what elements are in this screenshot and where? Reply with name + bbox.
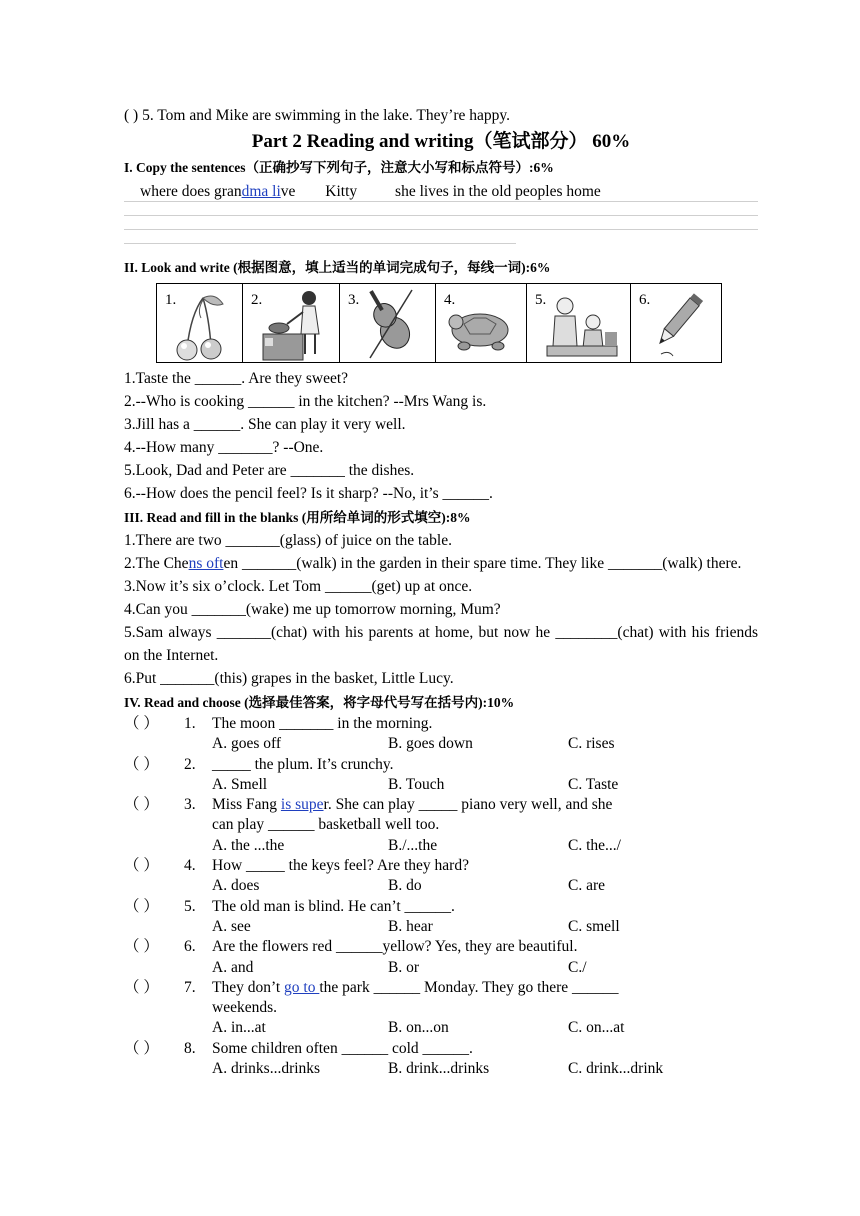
option-a: A. in...at [212,1019,266,1037]
question-text: Are the flowers red ______yellow? Yes, they are beautiful. [212,938,578,956]
copy-text-d: she lives in the old peoples home [395,183,601,200]
picture-cell-3 [340,284,436,363]
option-a: A. the ...the [212,836,285,854]
part-title: Part 2 Reading and writing（笔试部分） 60% [251,131,631,152]
answer-bracket[interactable]: （ ） [124,715,159,732]
turtle-icon [436,284,526,362]
question-number: 6. [184,938,196,956]
question-text [212,795,758,815]
picture-number: 5. [535,292,547,308]
option-b: B. Touch [388,775,445,793]
copy-link[interactable]: dma li [241,183,281,200]
picture-cell-1 [157,284,243,363]
fill-line-4: 4.Can you _______(wake) me up tomorrow morning, Mum? [124,601,501,618]
option-c: C. on...at [568,1019,625,1037]
fill-line-3: 3.Now it’s six o’clock. Let Tom ______(get) up at once. [124,578,473,595]
option-c: C. are [568,877,606,895]
option-c: C. rises [568,735,615,753]
answer-bracket[interactable]: （ ） [124,978,159,996]
question-text-cont: weekends. [212,999,277,1017]
q7-link[interactable]: go to [284,978,320,996]
violin-icon [340,284,435,362]
fill-line-2-link[interactable]: ns oft [188,555,224,572]
look-write-line-5: 5.Look, Dad and Peter are _______ the dishes. [124,462,415,479]
section-1-title: I. Copy the sentences（正确抄写下列句子，注意大小写和标点符号）:6% [124,160,554,175]
section-3-title: III. Read and fill in the blanks (用所给单词的形式填空):8% [124,510,471,525]
option-b: B. hear [388,917,433,935]
option-b: B. drink...drinks [388,1060,490,1078]
look-write-line-4: 4.--How many _______? --One. [124,439,324,456]
answer-bracket[interactable]: （ ） [124,1039,159,1057]
cherries-icon [157,284,242,362]
q7-text-b: the park ______ Monday. They go there ______ [319,978,619,996]
answer-bracket[interactable]: （ ） [124,897,159,915]
option-c: C. smell [568,917,620,935]
answer-bracket[interactable]: （ ） [124,755,159,773]
picture-cell-2 [243,284,340,363]
section-4-title: IV. Read and choose (选择最佳答案，将字母代号写在括号内):10% [124,695,515,710]
dad-and-son-washing-dishes-icon [527,284,630,362]
question-text [212,978,758,998]
copy-text-b: ve [280,183,296,200]
question-number: 8. [184,1039,196,1057]
look-write-line-1: 1.Taste the ______. Are they sweet? [124,370,349,387]
option-a: A. goes off [212,735,282,753]
question-number: 2. [184,755,196,773]
look-write-line-2: 2.--Who is cooking ______ in the kitchen? --Mrs Wang is. [124,393,487,410]
option-c: C. drink...drink [568,1060,664,1078]
question-number: 4. [184,857,196,875]
question-text: _____ the plum. It’s crunchy. [212,755,394,773]
question-text: How _____ the keys feel? Are they hard? [212,857,469,875]
question-number: 5. [184,897,196,915]
section-2-title: II. Look and write (根据图意，填上适当的单词完成句子，每线一词):6% [124,260,551,275]
fill-line-1: 1.There are two _______(glass) of juice on the table. [124,532,452,549]
answer-bracket[interactable]: （ ） [124,796,159,814]
option-b: B. on...on [388,1019,449,1037]
copy-text-a: where does gran [140,183,242,200]
option-a: A. does [212,877,260,895]
picture-number: 1. [165,292,177,308]
question-text: Some children often ______ cold ______. [212,1039,473,1057]
look-write-line-3: 3.Jill has a ______. She can play it very well. [124,416,406,433]
question-text-cont: can play ______ basketball well too. [212,816,440,834]
picture-number: 2. [251,292,263,308]
option-a: A. drinks...drinks [212,1060,321,1078]
q3-text-a: Miss Fang [212,796,281,814]
picture-cell-6 [631,284,722,363]
fill-line-2-a: 2.The Che [124,555,189,572]
option-a: A. Smell [212,775,268,793]
q7-text-a: They don’t [212,978,285,996]
pencil-icon [631,284,721,362]
q3-text-b: r. She can play _____ piano very well, and she [323,796,613,814]
picture-number: 4. [444,292,456,308]
picture-cell-5 [527,284,631,363]
question-text: The old man is blind. He can’t ______. [212,897,455,915]
fill-line-2-b: en _______(walk) in the garden in their spare time. They like _______(walk) there. [223,555,742,572]
question-number: 3. [184,796,196,814]
multiple-choice-list [124,714,758,1079]
option-c: C./ [568,958,587,976]
picture-number: 3. [348,292,360,308]
picture-cell-4 [436,284,527,363]
question-5-line: ( ) 5. Tom and Mike are swimming in the lake. They’re happy. [124,107,511,124]
fill-line-6: 6.Put _______(this) grapes in the basket, Little Lucy. [124,670,454,687]
copy-writing-lines [124,201,758,245]
option-b: B. do [388,877,422,895]
option-c: C. the.../ [568,836,621,854]
picture-table [156,283,722,363]
option-b: B./...the [388,836,438,854]
option-a: A. and [212,958,254,976]
look-write-line-6: 6.--How does the pencil feel? Is it sharp? --No, it’s ______. [124,485,493,502]
question-number: 1. [184,715,196,732]
answer-bracket[interactable]: （ ） [124,938,159,956]
worksheet-page [124,104,758,1079]
option-b: B. goes down [388,735,473,753]
copy-text-c: Kitty [325,183,358,200]
question-number: 7. [184,978,196,996]
option-a: A. see [212,917,251,935]
fill-line-2 [124,552,758,575]
fill-line-5: 5.Sam always _______(chat) with his parents at home, but now he ________(chat) with his friends on the Internet. [124,624,758,664]
q3-link[interactable]: is supe [280,796,324,814]
question-text: The moon _______ in the morning. [212,715,433,732]
option-c: C. Taste [568,775,619,793]
option-b: B. or [388,958,419,976]
cooking-woman-icon [243,284,339,362]
picture-number: 6. [639,292,651,308]
answer-bracket[interactable]: （ ） [124,857,159,875]
